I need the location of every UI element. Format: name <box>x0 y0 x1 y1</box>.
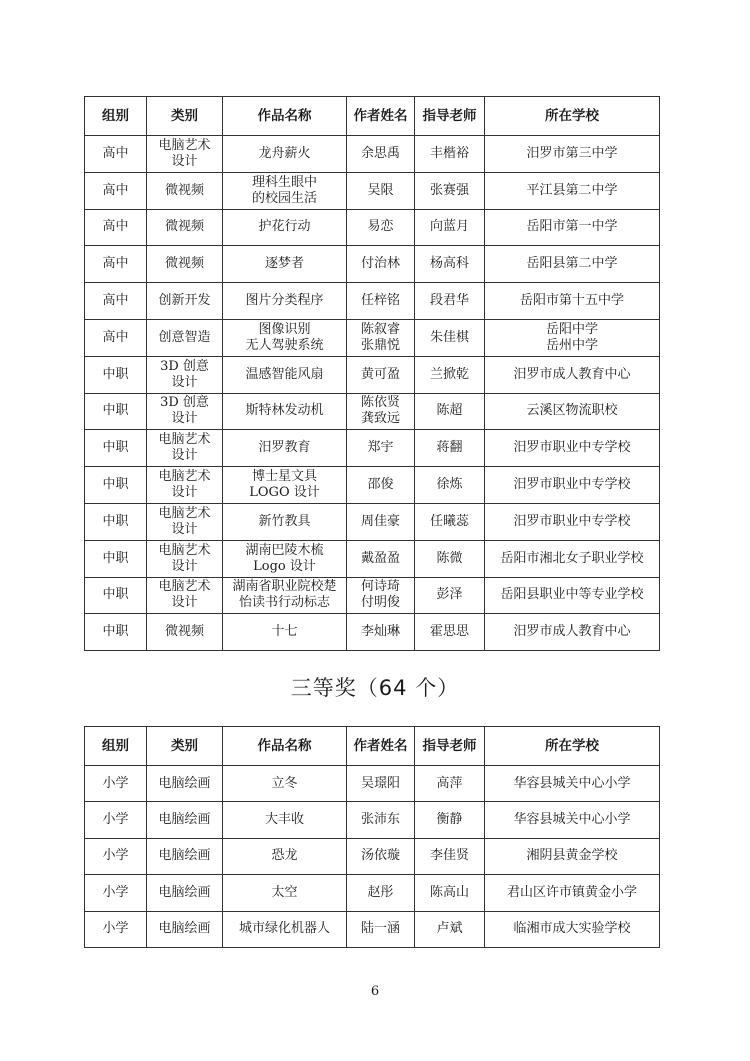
cell-text: 周佳豪 <box>360 513 400 529</box>
cell-text: 余思禹 <box>360 145 400 161</box>
column-header-author: 作者姓名 <box>347 727 415 766</box>
category-cell <box>147 467 223 504</box>
work-title-cell <box>223 136 347 173</box>
cell-text: 张赛强 <box>429 182 469 198</box>
group-cell <box>85 614 147 651</box>
cell-text: 电脑绘画 <box>158 775 211 791</box>
group-cell <box>85 246 147 283</box>
group-cell <box>85 172 147 209</box>
cell-text: 丰楷裕 <box>429 145 469 161</box>
cell-text: 图片分类程序 <box>245 293 324 309</box>
author-cell <box>347 209 415 246</box>
category-cell <box>147 838 223 874</box>
cell-text: 电脑艺术 设计 <box>158 579 211 611</box>
column-header-category: 类别 <box>147 97 223 136</box>
cell-text: 中职 <box>102 440 129 456</box>
group-cell <box>85 503 147 540</box>
cell-text: 华容县城关中心小学 <box>513 775 631 791</box>
school-cell <box>485 393 660 430</box>
cell-text: 湘阴县黄金学校 <box>526 848 618 864</box>
group-cell <box>85 467 147 504</box>
column-header-work-title: 作品名称 <box>223 727 347 766</box>
group-cell <box>85 802 147 838</box>
author-cell <box>347 503 415 540</box>
cell-text: 中职 <box>102 550 129 566</box>
cell-text: 电脑艺术 设计 <box>158 432 211 464</box>
column-header-group: 组别 <box>85 727 147 766</box>
work-title-cell <box>223 430 347 467</box>
cell-text: 朱佳棋 <box>429 329 469 345</box>
advisor-cell <box>415 246 485 283</box>
author-cell <box>347 393 415 430</box>
cell-text: 中职 <box>102 403 129 419</box>
group-cell <box>85 838 147 874</box>
cell-text: 电脑绘画 <box>158 812 211 828</box>
cell-text: 岳阳市第十五中学 <box>519 293 624 309</box>
work-title-cell <box>223 614 347 651</box>
cell-text: 吴限 <box>367 182 394 198</box>
cell-text: 图像识别 无人驾驶系统 <box>245 321 324 353</box>
cell-text: 十七 <box>271 624 298 640</box>
cell-text: 邵俊 <box>367 477 394 493</box>
work-title-cell <box>223 283 347 320</box>
school-cell <box>485 319 660 356</box>
table-row <box>85 319 660 356</box>
category-cell <box>147 875 223 911</box>
advisor-cell <box>415 172 485 209</box>
table-row <box>85 540 660 577</box>
author-cell <box>347 766 415 802</box>
work-title-cell <box>223 875 347 911</box>
group-cell <box>85 393 147 430</box>
cell-text: 陆一涵 <box>360 921 400 937</box>
cell-text: 小学 <box>102 812 129 828</box>
cell-text: 创意智造 <box>158 329 211 345</box>
column-header-group: 组别 <box>85 97 147 136</box>
school-cell <box>485 209 660 246</box>
school-cell <box>485 503 660 540</box>
cell-text: 岳阳县第二中学 <box>526 256 618 272</box>
advisor-cell <box>415 614 485 651</box>
work-title-cell <box>223 802 347 838</box>
cell-text: 护花行动 <box>258 219 311 235</box>
table-row <box>85 577 660 614</box>
category-cell <box>147 393 223 430</box>
cell-text: 中职 <box>102 587 129 603</box>
cell-text: 中职 <box>102 477 129 493</box>
section-title-third-prize: 三等奖（64 个） <box>290 676 460 700</box>
cell-text: 电脑绘画 <box>158 921 211 937</box>
cell-text: 高中 <box>102 329 129 345</box>
cell-text: 小学 <box>102 848 129 864</box>
school-cell <box>485 246 660 283</box>
advisor-cell <box>415 802 485 838</box>
cell-text: 恐龙 <box>271 848 298 864</box>
cell-text: 易恋 <box>367 219 394 235</box>
table-row <box>85 467 660 504</box>
cell-text: 汨罗市成人教育中心 <box>513 624 631 640</box>
author-cell <box>347 577 415 614</box>
category-cell <box>147 802 223 838</box>
category-cell <box>147 136 223 173</box>
advisor-cell <box>415 540 485 577</box>
cell-text: 高中 <box>102 182 129 198</box>
table-row <box>85 356 660 393</box>
table-row <box>85 911 660 947</box>
cell-text: 汨罗市成人教育中心 <box>513 366 631 382</box>
cell-text: 兰掀乾 <box>429 366 469 382</box>
cell-text: 3D 创意 设计 <box>160 395 209 427</box>
table-row <box>85 430 660 467</box>
column-header-advisor: 指导老师 <box>415 727 485 766</box>
group-cell <box>85 356 147 393</box>
cell-text: 何诗琦 付明俊 <box>360 579 400 611</box>
group-cell <box>85 136 147 173</box>
group-cell <box>85 911 147 947</box>
cell-text: 高萍 <box>436 775 463 791</box>
cell-text: 博士星文具 LOGO 设计 <box>249 469 320 501</box>
cell-text: 湖南巴陵木梳 Logo 设计 <box>245 542 324 574</box>
cell-text: 任梓铭 <box>360 293 400 309</box>
cell-text: 立冬 <box>271 775 298 791</box>
advisor-cell <box>415 430 485 467</box>
cell-text: 向蓝月 <box>429 219 469 235</box>
work-title-cell <box>223 319 347 356</box>
school-cell <box>485 802 660 838</box>
group-cell <box>85 875 147 911</box>
author-cell <box>347 467 415 504</box>
cell-text: 太空 <box>271 884 298 900</box>
group-cell <box>85 430 147 467</box>
category-cell <box>147 283 223 320</box>
cell-text: 微视频 <box>164 219 204 235</box>
cell-text: 岳阳县职业中等专业学校 <box>500 587 644 603</box>
awards-table-second-prize <box>84 96 660 651</box>
category-cell <box>147 577 223 614</box>
school-cell <box>485 577 660 614</box>
cell-text: 温感智能风扇 <box>245 366 324 382</box>
work-title-cell <box>223 540 347 577</box>
advisor-cell <box>415 503 485 540</box>
group-cell <box>85 209 147 246</box>
column-header-school: 所在学校 <box>485 727 660 766</box>
column-header-author: 作者姓名 <box>347 97 415 136</box>
cell-text: 逐梦者 <box>264 256 304 272</box>
cell-text: 段君华 <box>429 293 469 309</box>
school-cell <box>485 467 660 504</box>
table-row <box>85 172 660 209</box>
group-cell <box>85 319 147 356</box>
author-cell <box>347 875 415 911</box>
work-title-cell <box>223 911 347 947</box>
school-cell <box>485 838 660 874</box>
cell-text: 平江县第二中学 <box>526 182 618 198</box>
cell-text: 张沛东 <box>360 812 400 828</box>
cell-text: 彭泽 <box>436 587 463 603</box>
cell-text: 蒋翻 <box>436 440 463 456</box>
cell-text: 龙舟薪火 <box>258 145 311 161</box>
cell-text: 汤依璇 <box>360 848 400 864</box>
column-header-category: 类别 <box>147 727 223 766</box>
cell-text: 赵彤 <box>367 884 394 900</box>
cell-text: 戴盈盈 <box>360 550 400 566</box>
table-row <box>85 802 660 838</box>
cell-text: 微视频 <box>164 624 204 640</box>
school-cell <box>485 283 660 320</box>
cell-text: 创新开发 <box>158 293 211 309</box>
advisor-cell <box>415 319 485 356</box>
school-cell <box>485 136 660 173</box>
cell-text: 小学 <box>102 921 129 937</box>
category-cell <box>147 430 223 467</box>
cell-text: 中职 <box>102 366 129 382</box>
cell-text: 岳阳中学 岳州中学 <box>545 321 598 353</box>
school-cell <box>485 911 660 947</box>
advisor-cell <box>415 467 485 504</box>
cell-text: 汨罗教育 <box>258 440 311 456</box>
table-row <box>85 766 660 802</box>
cell-text: 微视频 <box>164 256 204 272</box>
table-row <box>85 283 660 320</box>
cell-text: 卢斌 <box>436 921 463 937</box>
cell-text: 汨罗市第三中学 <box>526 145 618 161</box>
cell-text: 中职 <box>102 624 129 640</box>
cell-text: 电脑艺术 设计 <box>158 505 211 537</box>
cell-text: 电脑艺术 设计 <box>158 469 211 501</box>
table-header-row <box>85 97 660 136</box>
category-cell <box>147 540 223 577</box>
cell-text: 君山区许市镇黄金小学 <box>506 884 637 900</box>
advisor-cell <box>415 875 485 911</box>
cell-text: 陈超 <box>436 403 463 419</box>
table-row <box>85 246 660 283</box>
table-row <box>85 838 660 874</box>
work-title-cell <box>223 577 347 614</box>
cell-text: 小学 <box>102 884 129 900</box>
cell-text: 中职 <box>102 513 129 529</box>
table-row <box>85 614 660 651</box>
cell-text: 汨罗市职业中专学校 <box>513 440 631 456</box>
cell-text: 陈微 <box>436 550 463 566</box>
cell-text: 汨罗市职业中专学校 <box>513 477 631 493</box>
author-cell <box>347 246 415 283</box>
advisor-cell <box>415 911 485 947</box>
table-row <box>85 875 660 911</box>
cell-text: 岳阳市湘北女子职业学校 <box>500 550 644 566</box>
advisor-cell <box>415 577 485 614</box>
cell-text: 吴璟阳 <box>360 775 400 791</box>
cell-text: 高中 <box>102 293 129 309</box>
cell-text: 陈高山 <box>429 884 469 900</box>
column-header-work-title: 作品名称 <box>223 97 347 136</box>
cell-text: 任曦蕊 <box>429 513 469 529</box>
school-cell <box>485 540 660 577</box>
cell-text: 高中 <box>102 219 129 235</box>
author-cell <box>347 172 415 209</box>
author-cell <box>347 136 415 173</box>
school-cell <box>485 766 660 802</box>
cell-text: 霍思思 <box>429 624 469 640</box>
category-cell <box>147 614 223 651</box>
category-cell <box>147 766 223 802</box>
cell-text: 城市绿化机器人 <box>238 921 330 937</box>
category-cell <box>147 503 223 540</box>
column-header-advisor: 指导老师 <box>415 97 485 136</box>
group-cell <box>85 577 147 614</box>
cell-text: 临湘市成大实验学校 <box>513 921 631 937</box>
group-cell <box>85 283 147 320</box>
cell-text: 3D 创意 设计 <box>160 358 209 390</box>
cell-text: 华容县城关中心小学 <box>513 812 631 828</box>
column-header-school: 所在学校 <box>485 97 660 136</box>
cell-text: 衡静 <box>436 812 463 828</box>
cell-text: 小学 <box>102 775 129 791</box>
cell-text: 杨高科 <box>429 256 469 272</box>
work-title-cell <box>223 209 347 246</box>
cell-text: 电脑艺术 设计 <box>158 542 211 574</box>
cell-text: 黄可盈 <box>360 366 400 382</box>
work-title-cell <box>223 172 347 209</box>
cell-text: 电脑艺术 设计 <box>158 137 211 169</box>
advisor-cell <box>415 209 485 246</box>
advisor-cell <box>415 393 485 430</box>
page-number: 6 <box>370 984 380 999</box>
cell-text: 陈依贤 龚致远 <box>360 395 400 427</box>
awards-table-third-prize <box>84 726 660 948</box>
author-cell <box>347 430 415 467</box>
cell-text: 李佳贤 <box>429 848 469 864</box>
cell-text: 大丰收 <box>264 812 304 828</box>
advisor-cell <box>415 356 485 393</box>
work-title-cell <box>223 246 347 283</box>
group-cell <box>85 766 147 802</box>
cell-text: 电脑绘画 <box>158 884 211 900</box>
author-cell <box>347 911 415 947</box>
category-cell <box>147 172 223 209</box>
cell-text: 理科生眼中 的校园生活 <box>251 174 317 206</box>
table-row <box>85 393 660 430</box>
table-row <box>85 503 660 540</box>
table-row <box>85 136 660 173</box>
category-cell <box>147 911 223 947</box>
advisor-cell <box>415 283 485 320</box>
category-cell <box>147 319 223 356</box>
category-cell <box>147 209 223 246</box>
table-header-row <box>85 727 660 766</box>
author-cell <box>347 319 415 356</box>
author-cell <box>347 540 415 577</box>
cell-text: 高中 <box>102 145 129 161</box>
cell-text: 岳阳市第一中学 <box>526 219 618 235</box>
school-cell <box>485 875 660 911</box>
cell-text: 斯特林发动机 <box>245 403 324 419</box>
advisor-cell <box>415 136 485 173</box>
author-cell <box>347 283 415 320</box>
author-cell <box>347 614 415 651</box>
cell-text: 电脑绘画 <box>158 848 211 864</box>
group-cell <box>85 540 147 577</box>
cell-text: 高中 <box>102 256 129 272</box>
school-cell <box>485 614 660 651</box>
cell-text: 郑宇 <box>367 440 394 456</box>
category-cell <box>147 356 223 393</box>
cell-text: 新竹教具 <box>258 513 311 529</box>
work-title-cell <box>223 356 347 393</box>
cell-text: 付治林 <box>360 256 400 272</box>
category-cell <box>147 246 223 283</box>
work-title-cell <box>223 766 347 802</box>
cell-text: 徐炼 <box>436 477 463 493</box>
advisor-cell <box>415 766 485 802</box>
cell-text: 湖南省职业院校楚 怡读书行动标志 <box>232 579 337 611</box>
work-title-cell <box>223 838 347 874</box>
school-cell <box>485 430 660 467</box>
school-cell <box>485 172 660 209</box>
school-cell <box>485 356 660 393</box>
advisor-cell <box>415 838 485 874</box>
table-row <box>85 209 660 246</box>
cell-text: 汨罗市职业中专学校 <box>513 513 631 529</box>
author-cell <box>347 356 415 393</box>
cell-text: 云溪区物流职校 <box>526 403 618 419</box>
cell-text: 微视频 <box>164 182 204 198</box>
author-cell <box>347 802 415 838</box>
cell-text: 陈叙睿 张鼎悦 <box>360 321 400 353</box>
author-cell <box>347 838 415 874</box>
work-title-cell <box>223 503 347 540</box>
cell-text: 李灿琳 <box>360 624 400 640</box>
work-title-cell <box>223 393 347 430</box>
work-title-cell <box>223 467 347 504</box>
